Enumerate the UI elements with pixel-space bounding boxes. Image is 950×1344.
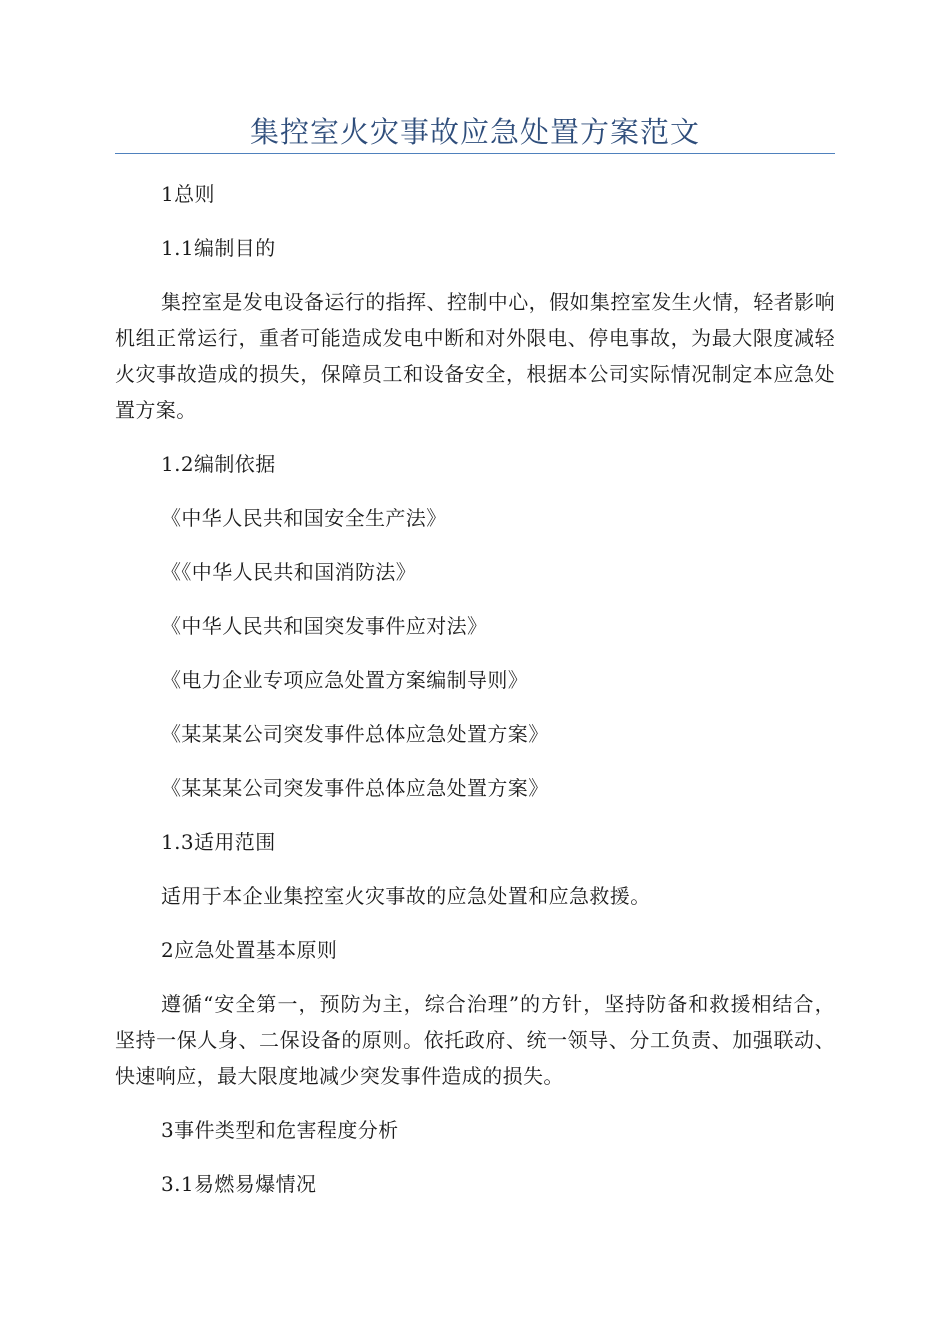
heading-flammable: 3.1易燃易爆情况	[161, 1172, 317, 1196]
basis-item: 《中华人民共和国突发事件应对法》	[161, 614, 488, 638]
heading-principles: 2应急处置基本原则	[161, 938, 338, 962]
basis-item: 《电力企业专项应急处置方案编制导则》	[161, 668, 529, 692]
paragraph-scope: 适用于本企业集控室火灾事故的应急处置和应急救援。	[161, 884, 651, 908]
basis-item: 《某某某公司突发事件总体应急处置方案》	[161, 722, 549, 746]
paragraph-purpose: 集控室是发电设备运行的指挥、控制中心，假如集控室发生火情，轻者影响机组正常运行，重者可能造成发电中断和对外限电、停电事故，为最大限度减轻火灾事故造成的损失，保障员工和设备安全，根据本公司实际情况制定本应急处置方案。	[115, 290, 835, 422]
title-underline	[115, 153, 835, 154]
heading-purpose: 1.1编制目的	[161, 236, 276, 260]
heading-scope: 1.3适用范围	[161, 830, 276, 854]
basis-item: 《中华人民共和国安全生产法》	[161, 506, 447, 530]
heading-basis: 1.2编制依据	[161, 452, 276, 476]
basis-item: 《《中华人民共和国消防法》	[161, 560, 417, 584]
paragraph-principles: 遵循“安全第一，预防为主，综合治理”的方针，坚持防备和救援相结合，坚持一保人身、二保设备的原则。依托政府、统一领导、分工负责、加强联动、快速响应，最大限度地减少突发事件造成的损失。	[115, 992, 835, 1088]
basis-item: 《某某某公司突发事件总体应急处置方案》	[161, 776, 549, 800]
document-title: 集控室火灾事故应急处置方案范文	[249, 115, 700, 149]
document-body	[115, 176, 835, 1202]
heading-event-types: 3事件类型和危害程度分析	[161, 1118, 399, 1142]
heading-general: 1总则	[161, 182, 215, 206]
